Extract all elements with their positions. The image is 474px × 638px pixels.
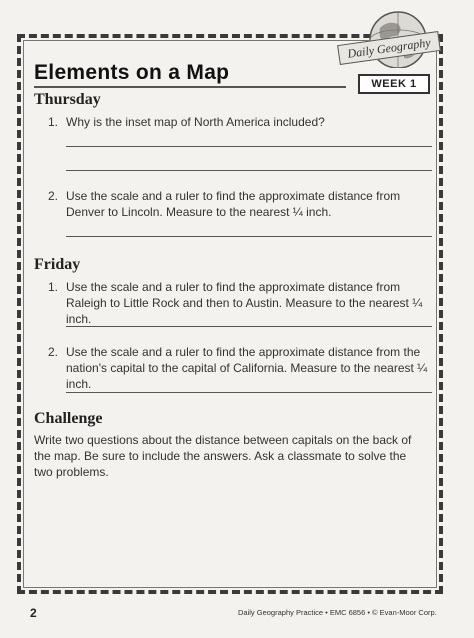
friday-heading: Friday xyxy=(34,256,81,273)
challenge-heading: Challenge xyxy=(34,410,103,427)
title-underline xyxy=(34,86,346,88)
answer-line[interactable] xyxy=(66,326,432,327)
week-badge: WEEK 1 xyxy=(358,74,430,94)
daily-geography-ribbon: Daily Geography xyxy=(337,31,441,65)
thursday-heading: Thursday xyxy=(34,91,101,108)
question-number: 1. xyxy=(48,280,59,294)
question-number: 2. xyxy=(48,189,59,203)
answer-line[interactable] xyxy=(66,236,432,237)
page-number: 2 xyxy=(30,606,37,620)
question-number: 1. xyxy=(48,115,59,129)
footer-credit: Daily Geography Practice • EMC 6856 • © Evan-Moor Corp. xyxy=(238,608,437,617)
challenge-text: Write two questions about the distance between capitals on the back of the map. Be sure to include the answers. Ask a classmate to solve the two problems. xyxy=(34,433,412,479)
answer-line[interactable] xyxy=(66,170,432,171)
answer-line[interactable] xyxy=(66,392,432,393)
question-text: Use the scale and a ruler to find the approximate distance from Denver to Lincoln. Measure to the nearest ¼ inch. xyxy=(66,189,401,219)
page-title: Elements on a Map xyxy=(34,61,230,84)
question-number: 2. xyxy=(48,345,59,359)
question-text: Why is the inset map of North America included? xyxy=(66,115,325,129)
question-text: Use the scale and a ruler to find the approximate distance from Raleigh to Little Rock and then to Austin. Measure to the nearest ¼ inch. xyxy=(66,280,423,326)
question-text: Use the scale and a ruler to find the approximate distance from the nation's capital to the capital of California. Measure to the nearest ¼ inch. xyxy=(66,345,428,391)
answer-line[interactable] xyxy=(66,146,432,147)
